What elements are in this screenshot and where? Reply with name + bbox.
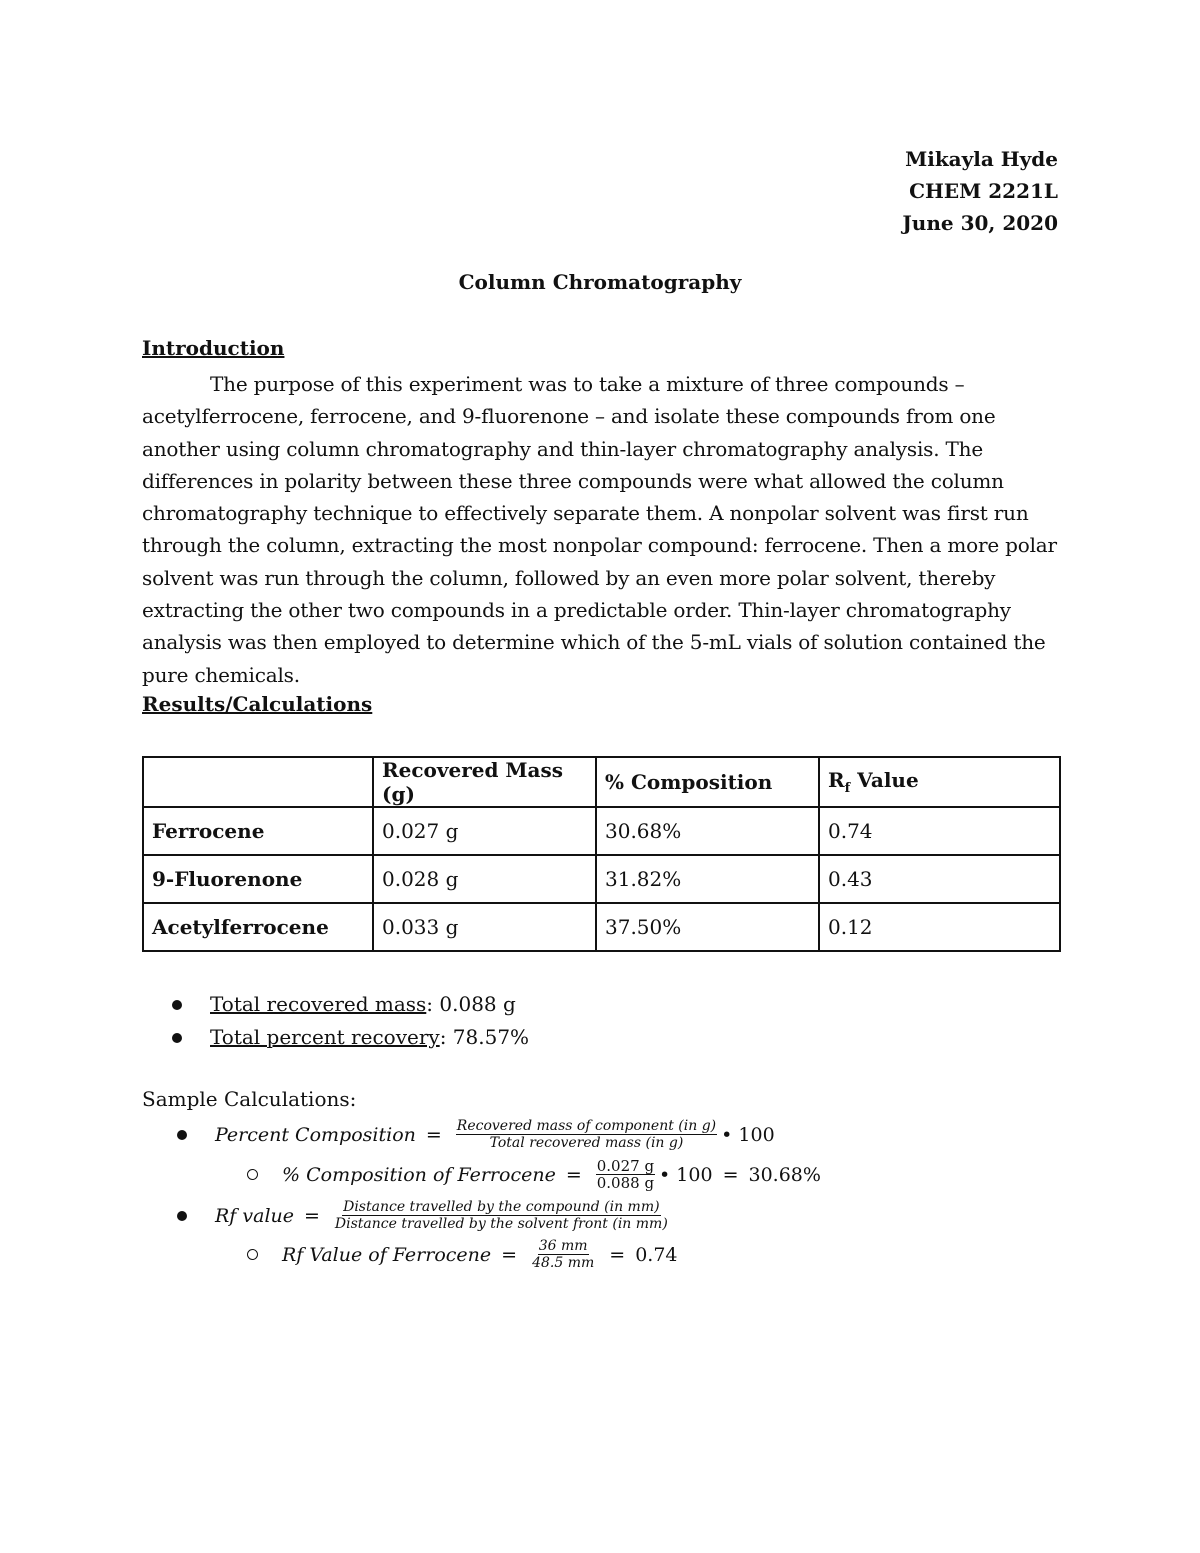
fraction-denominator: Distance travelled by the solvent front (in mm) <box>334 1216 668 1232</box>
composition-cell: 30.68% <box>596 807 819 855</box>
equation-lhs: Rf Value of Ferrocene <box>282 1243 492 1266</box>
fraction-numerator: 36 mm <box>538 1238 588 1254</box>
equals-sign: = <box>304 1204 320 1227</box>
fraction-numerator: 0.027 g <box>596 1157 655 1175</box>
table-header-row <box>143 757 1060 807</box>
equals-sign: = <box>609 1243 626 1266</box>
results-table <box>142 756 1061 952</box>
equation-percent-composition <box>177 1118 775 1151</box>
header-rf-value <box>819 757 1060 807</box>
document-date: June 30, 2020 <box>902 211 1058 235</box>
fraction-denominator: 48.5 mm <box>532 1255 595 1271</box>
total-mass-label: Total recovered mass <box>210 992 427 1016</box>
rf-subscript: f <box>844 781 851 796</box>
table-row <box>143 807 1060 855</box>
recovered-mass-cell: 0.033 g <box>373 903 596 951</box>
bullet-dot-icon <box>177 1130 187 1140</box>
equation-ferrocene-composition <box>247 1158 821 1191</box>
list-item <box>172 1021 529 1054</box>
fraction-denominator: Total recovered mass (in g) <box>489 1135 684 1151</box>
equation-lhs: Rf value <box>215 1204 294 1227</box>
compound-name: Acetylferrocene <box>143 903 373 951</box>
rf-value-word: Value <box>850 768 919 792</box>
results-heading: Results/Calculations <box>142 692 373 716</box>
equation-ferrocene-rf <box>247 1238 678 1271</box>
equation-rf-value <box>177 1199 673 1232</box>
rf-cell: 0.74 <box>819 807 1060 855</box>
results-bullet-list <box>172 988 529 1054</box>
header-percent-composition: % Composition <box>596 757 819 807</box>
sample-calculations-label: Sample Calculations: <box>142 1087 357 1111</box>
fraction-numerator: Recovered mass of component (in g) <box>456 1118 717 1134</box>
equation-result: 0.74 <box>635 1243 678 1266</box>
table-row <box>143 855 1060 903</box>
compound-name: Ferrocene <box>143 807 373 855</box>
fraction-numerator: Distance travelled by the compound (in mm) <box>343 1199 660 1215</box>
bullet-circle-icon <box>247 1169 258 1180</box>
document-title: Column Chromatography <box>458 270 742 294</box>
recovered-mass-cell: 0.027 g <box>373 807 596 855</box>
composition-cell: 37.50% <box>596 903 819 951</box>
total-mass-value: : 0.088 g <box>426 992 516 1016</box>
course-code: CHEM 2221L <box>909 179 1058 203</box>
fraction <box>531 1238 595 1271</box>
rf-r: R <box>828 768 845 792</box>
header-recovered-mass: Recovered Mass (g) <box>373 757 596 807</box>
equation-lhs: Percent Composition <box>215 1123 416 1146</box>
equation-lhs: % Composition of Ferrocene <box>282 1163 556 1186</box>
introduction-paragraph: The purpose of this experiment was to take a mixture of three compounds – acetylferrocene, ferrocene, and 9-fluorenone – and isolate these compounds from one another using column chromatography and thin-layer chromatography analysis. The differences in polarity between these three compounds were what allowed the column chromatography technique to effectively separate them. A nonpolar solvent was first run through the column, extracting the most nonpolar compound: ferrocene. Then a more polar solvent was run through the column, followed by an even more polar solvent, thereby extracting the other two compounds in a predictable order. Thin-layer chromatography analysis was then employed to determine which of the 5-mL vials of solution contained the pure chemicals. <box>142 372 1057 687</box>
introduction-heading: Introduction <box>142 336 285 360</box>
equation-result: 30.68% <box>748 1163 821 1186</box>
table-row <box>143 903 1060 951</box>
rf-cell: 0.43 <box>819 855 1060 903</box>
bullet-dot-icon <box>177 1211 187 1221</box>
bullet-circle-icon <box>247 1249 258 1260</box>
document-header <box>902 143 1058 239</box>
total-recovery-label: Total percent recovery <box>210 1025 440 1049</box>
table-corner-cell <box>143 757 373 807</box>
bullet-dot-icon <box>172 1033 182 1043</box>
author-name: Mikayla Hyde <box>905 147 1058 171</box>
equals-sign: = <box>501 1243 518 1266</box>
list-item <box>172 988 529 1021</box>
introduction-body <box>142 368 1067 691</box>
equals-sign: = <box>425 1123 442 1146</box>
rf-cell: 0.12 <box>819 903 1060 951</box>
composition-cell: 31.82% <box>596 855 819 903</box>
fraction <box>456 1118 717 1151</box>
equation-tail: • 100 <box>721 1123 775 1146</box>
bullet-dot-icon <box>172 1000 182 1010</box>
equation-tail: • 100 <box>659 1163 713 1186</box>
fraction <box>596 1158 655 1191</box>
total-recovery-value: : 78.57% <box>439 1025 530 1049</box>
equals-sign: = <box>722 1163 739 1186</box>
fraction <box>334 1199 669 1232</box>
fraction-denominator: 0.088 g <box>596 1174 655 1192</box>
compound-name: 9-Fluorenone <box>143 855 373 903</box>
recovered-mass-cell: 0.028 g <box>373 855 596 903</box>
equals-sign: = <box>565 1163 582 1186</box>
